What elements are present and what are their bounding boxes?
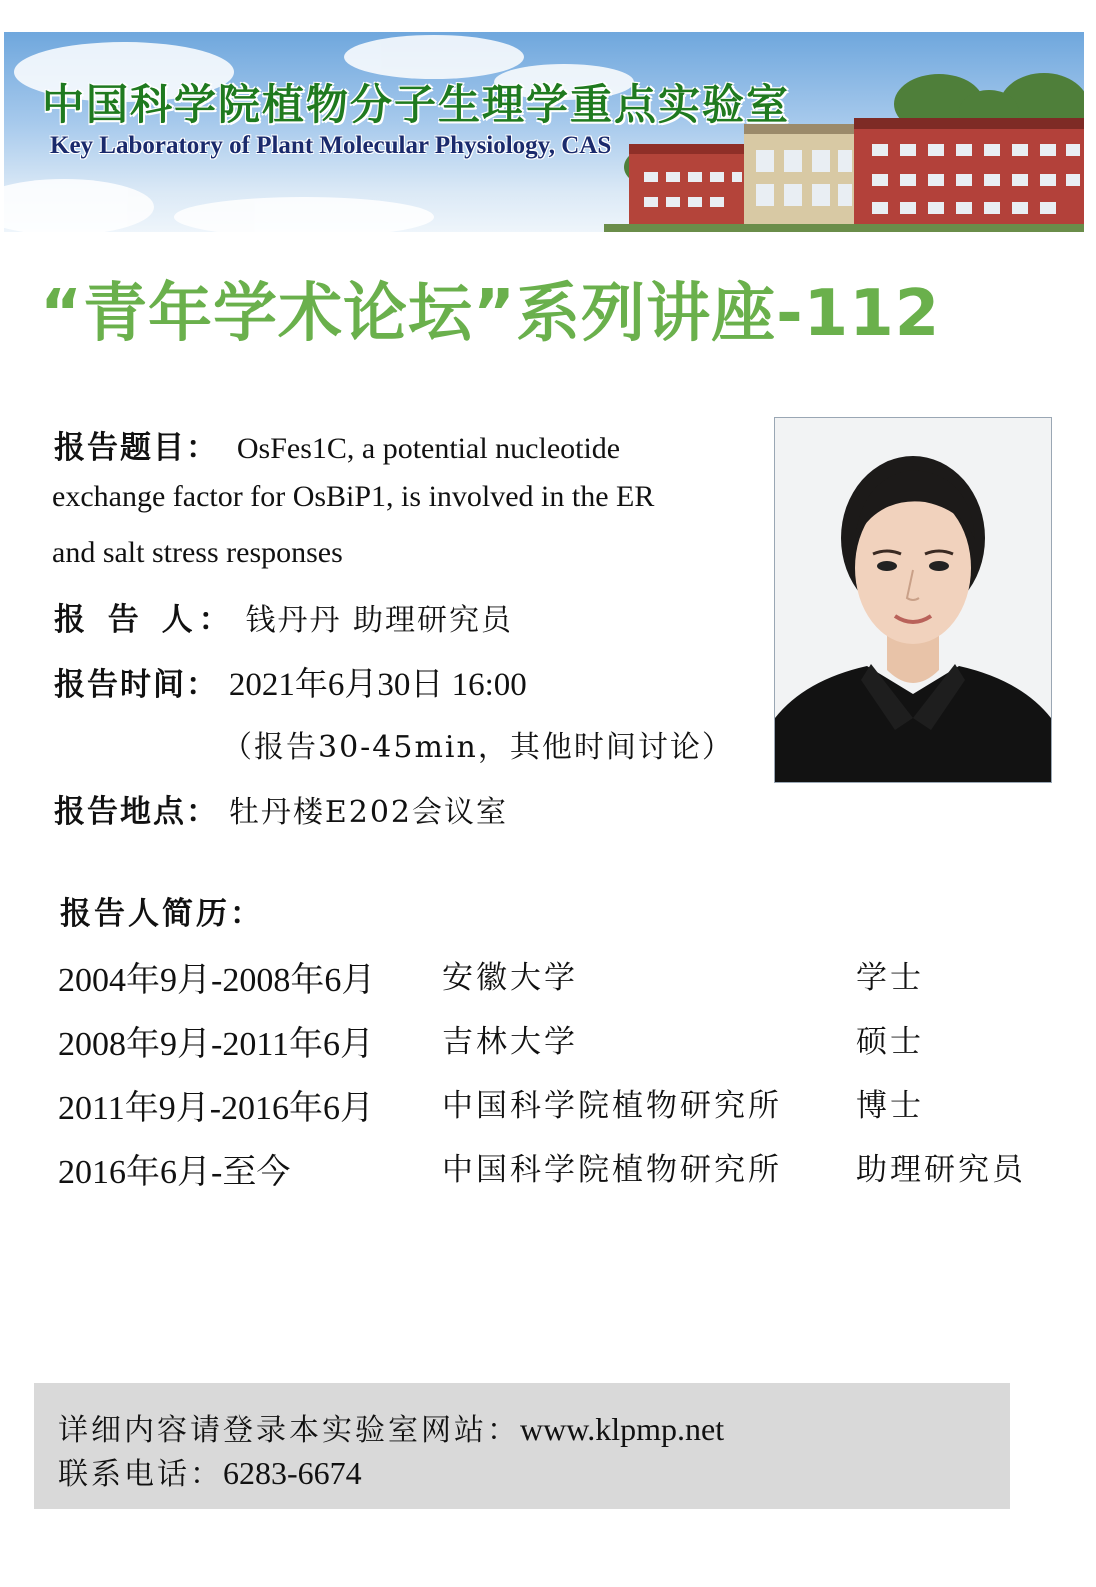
resume-institution: 安徽大学 — [442, 960, 578, 996]
resume-degree: 硕士 — [856, 1024, 924, 1060]
place-line — [54, 786, 508, 831]
resume-row — [0, 952, 1096, 1002]
resume-institution: 中国科学院植物研究所 — [442, 1152, 782, 1188]
website-line — [58, 1405, 724, 1449]
place-value: 牡丹楼E202会议室 — [228, 795, 509, 830]
resume-degree: 助理研究员 — [856, 1152, 1026, 1188]
resume-period: 2011年9月-2016年6月 — [58, 1090, 375, 1127]
time-note: （报告30-45min，其他时间讨论） — [222, 730, 734, 765]
talk-title-line-3: and salt stress responses — [52, 536, 343, 569]
talk-title-line-1 — [54, 422, 620, 467]
website-link[interactable]: www.klpmp.net — [520, 1411, 725, 1447]
resume-row — [0, 1144, 1096, 1194]
talk-title-line-2: exchange factor for OsBiP1, is involved in the ER — [52, 480, 655, 513]
speaker-label: 报 告 人： — [54, 602, 236, 638]
speaker-value: 钱丹丹 助理研究员 — [245, 603, 513, 638]
speaker-photo — [774, 417, 1052, 783]
talk-title-label: 报告题目： — [54, 430, 219, 466]
talk-title-text: OsFes1C, a potential nucleotide — [236, 432, 621, 465]
resume-period: 2008年9月-2011年6月 — [58, 1026, 375, 1063]
resume-degree: 博士 — [856, 1088, 924, 1124]
resume-institution: 中国科学院植物研究所 — [442, 1088, 782, 1124]
place-label: 报告地点： — [54, 794, 219, 830]
time-value: 2021年6月30日 16:00 — [228, 667, 527, 703]
website-label: 详细内容请登录本实验室网站： — [58, 1413, 520, 1448]
resume-row — [0, 1016, 1096, 1066]
phone-number: 6283-6674 — [223, 1455, 362, 1491]
phone-line — [58, 1449, 362, 1493]
lecture-series-title: “青年学术论坛”系列讲座-112 — [40, 277, 941, 351]
speaker-portrait-image — [775, 418, 1051, 782]
resume-heading: 报告人简历： — [60, 896, 264, 932]
time-line — [54, 658, 527, 705]
header-banner — [4, 32, 1084, 232]
contact-footer — [34, 1383, 1010, 1509]
resume-period: 2004年9月-2008年6月 — [58, 962, 376, 999]
time-label: 报告时间： — [54, 667, 219, 703]
phone-label: 联系电话： — [58, 1457, 223, 1492]
resume-degree: 学士 — [856, 960, 924, 996]
resume-institution: 吉林大学 — [442, 1024, 578, 1060]
banner-title-english: Key Laboratory of Plant Molecular Physiology, CAS — [50, 132, 612, 159]
resume-period: 2016年6月-至今 — [58, 1154, 291, 1191]
banner-title-chinese: 中国科学院植物分子生理学重点实验室 — [42, 80, 791, 129]
resume-row — [0, 1080, 1096, 1130]
speaker-line — [54, 594, 513, 639]
